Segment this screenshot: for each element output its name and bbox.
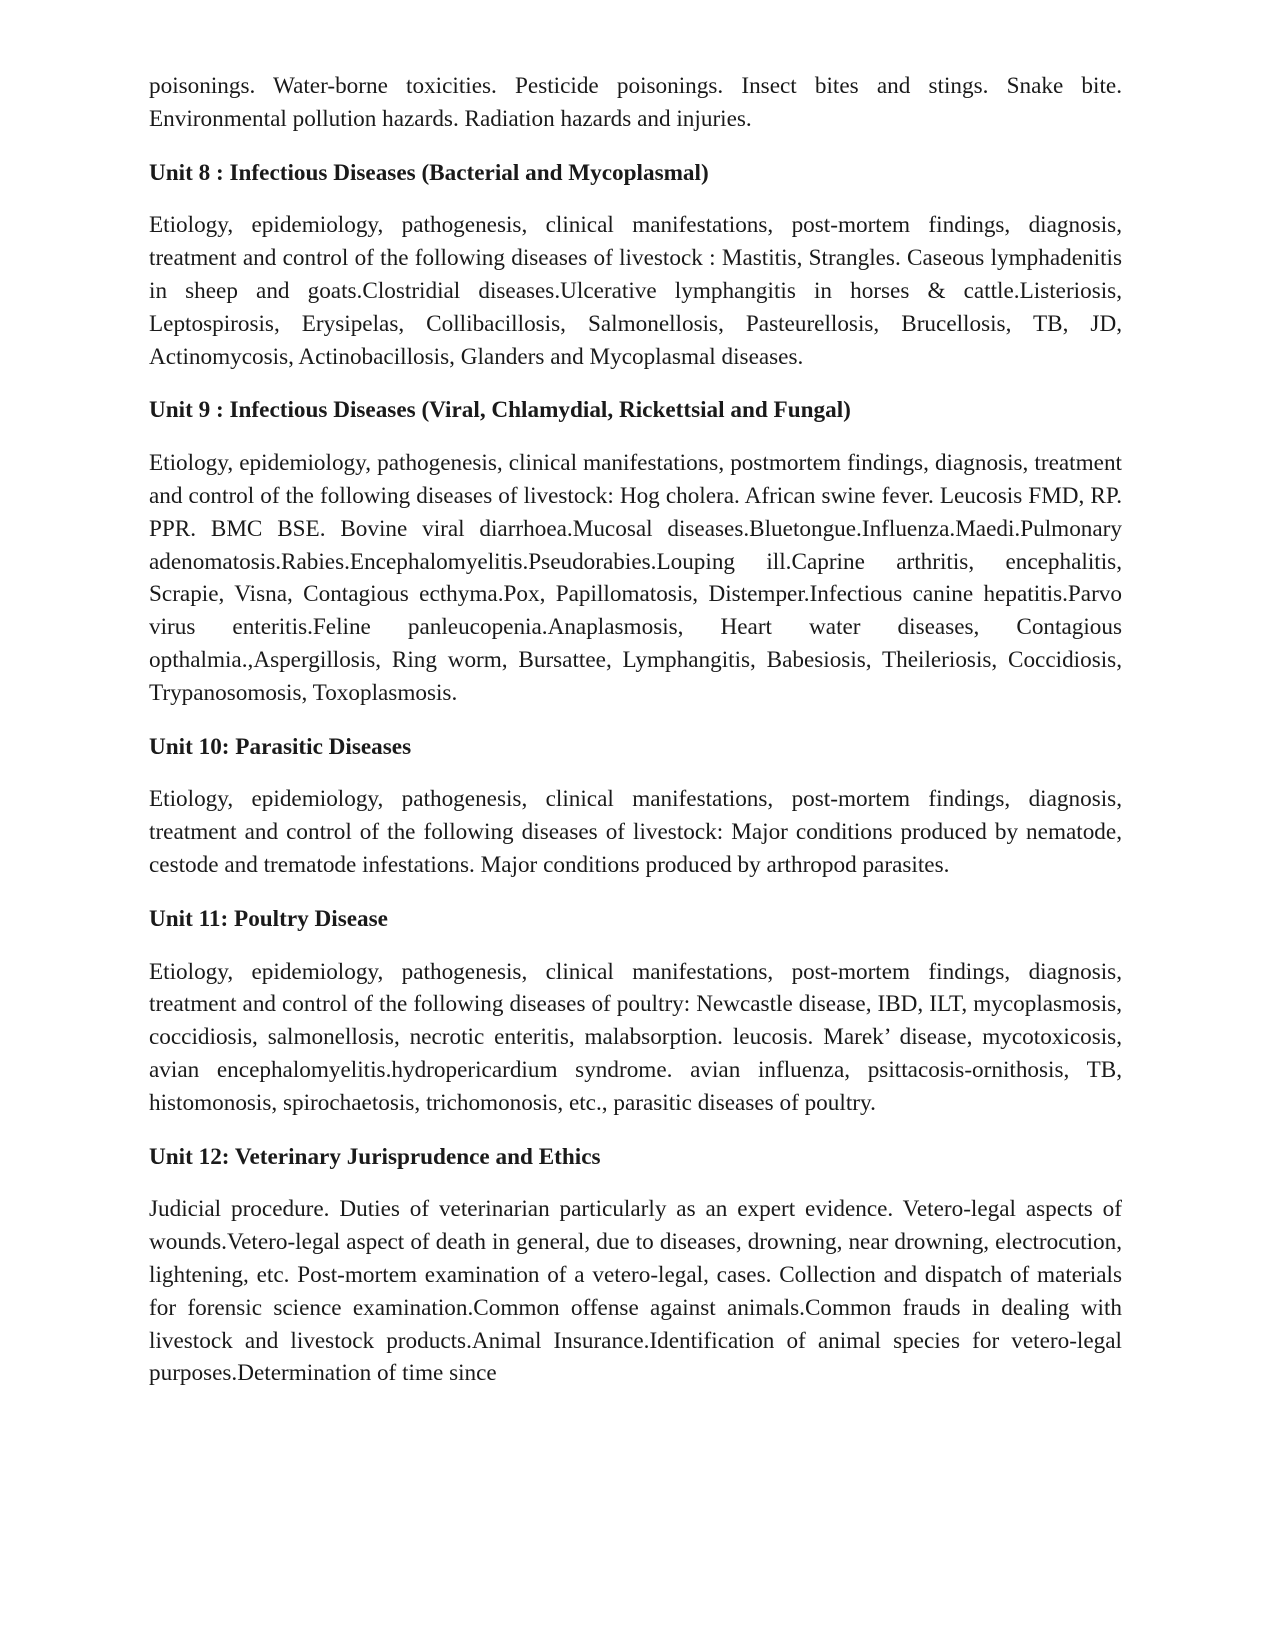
unit-8-heading: Unit 8 : Infectious Diseases (Bacterial and Mycoplasmal) — [149, 159, 709, 186]
unit-9-heading: Unit 9 : Infectious Diseases (Viral, Chlamydial, Rickettsial and Fungal) — [149, 397, 851, 424]
unit-8-body: Etiology, epidemiology, pathogenesis, clinical manifestations, post-mortem findings, diagnosis, treatment and control of the following diseases of livestock : Mastitis, Strangles. Caseous lymphadenitis in sheep and goats.Clostridial diseases.Ulcerative lymphangitis in horses & cattle.Listeriosis, Leptospirosis, Erysipelas, Collibacillosis, Salmonellosis, Pasteurellosis, Brucellosis, TB, JD, Actinomycosis, Actinobacillosis, Glanders and Mycoplasmal diseases. — [149, 212, 1122, 370]
intro-paragraph: poisonings. Water-borne toxicities. Pesticide poisonings. Insect bites and stings. Snake bite. Environmental pollution hazards. Radiation hazards and injuries. — [149, 73, 1122, 132]
unit-9-body: Etiology, epidemiology, pathogenesis, clinical manifestations, postmortem findings, diagnosis, treatment and control of the following diseases of livestock: Hog cholera. African swine fever. Leucosis FMD, RP. PPR. BMC BSE. Bovine viral diarrhoea.Mucosal diseases.Bluetongue.Influenza.Maedi.Pulmonary adenomatosis.Rabies.Encephalomyelitis.Pseudorabies.Louping ill.Caprine arthritis, encephalitis, Scrapie, Visna, Contagious ecthyma.Pox, Papillomatosis, Distemper.Infectious canine hepatitis.Parvo virus enteritis.Feline panleucopenia.Anaplasmosis, Heart water diseases, Contagious opthalmia.,Aspergillosis, Ring worm, Bursattee, Lymphangitis, Babesiosis, Theileriosis, Coccidiosis, Trypanosomosis, Toxoplasmosis. — [149, 450, 1122, 706]
unit-10-heading: Unit 10: Parasitic Diseases — [149, 733, 412, 760]
unit-11-heading: Unit 11: Poultry Disease — [149, 905, 388, 932]
unit-10-section — [149, 731, 1122, 882]
unit-12-body: Judicial procedure. Duties of veterinarian particularly as an expert evidence. Vetero-legal aspects of wounds.Vetero-legal aspect of death in general, due to diseases, drowning, near drowning, electrocution, lightening, etc. Post-mortem examination of a vetero-legal, cases. Collection and dispatch of materials for forensic science examination.Common offense against animals.Common frauds in dealing with livestock and livestock products.Animal Insurance.Identification of animal species for vetero-legal purposes.Determination of time since — [149, 1196, 1122, 1387]
unit-10-body: Etiology, epidemiology, pathogenesis, clinical manifestations, post-mortem findings, diagnosis, treatment and control of the following diseases of livestock: Major conditions produced by nematode, cestode and trematode infestations. Major conditions produced by arthropod parasites. — [149, 786, 1122, 878]
unit-11-body: Etiology, epidemiology, pathogenesis, clinical manifestations, post-mortem findings, diagnosis, treatment and control of the following diseases of poultry: Newcastle disease, IBD, ILT, mycoplasmosis, coccidiosis, salmonellosis, necrotic enteritis, malabsorption. leucosis. Marek’ disease, mycotoxicosis, avian encephalomyelitis.hydropericardium syndrome. avian influenza, psittacosis-ornithosis, TB, histomonosis, spirochaetosis, trichomonosis, etc., parasitic diseases of poultry. — [149, 958, 1122, 1116]
document-page — [149, 70, 1122, 1411]
unit-9-section — [149, 394, 1122, 709]
unit-12-heading: Unit 12: Veterinary Jurisprudence and Ethics — [149, 1143, 601, 1170]
unit-8-section — [149, 157, 1122, 374]
unit-11-section — [149, 903, 1122, 1120]
unit-12-section — [149, 1141, 1122, 1391]
